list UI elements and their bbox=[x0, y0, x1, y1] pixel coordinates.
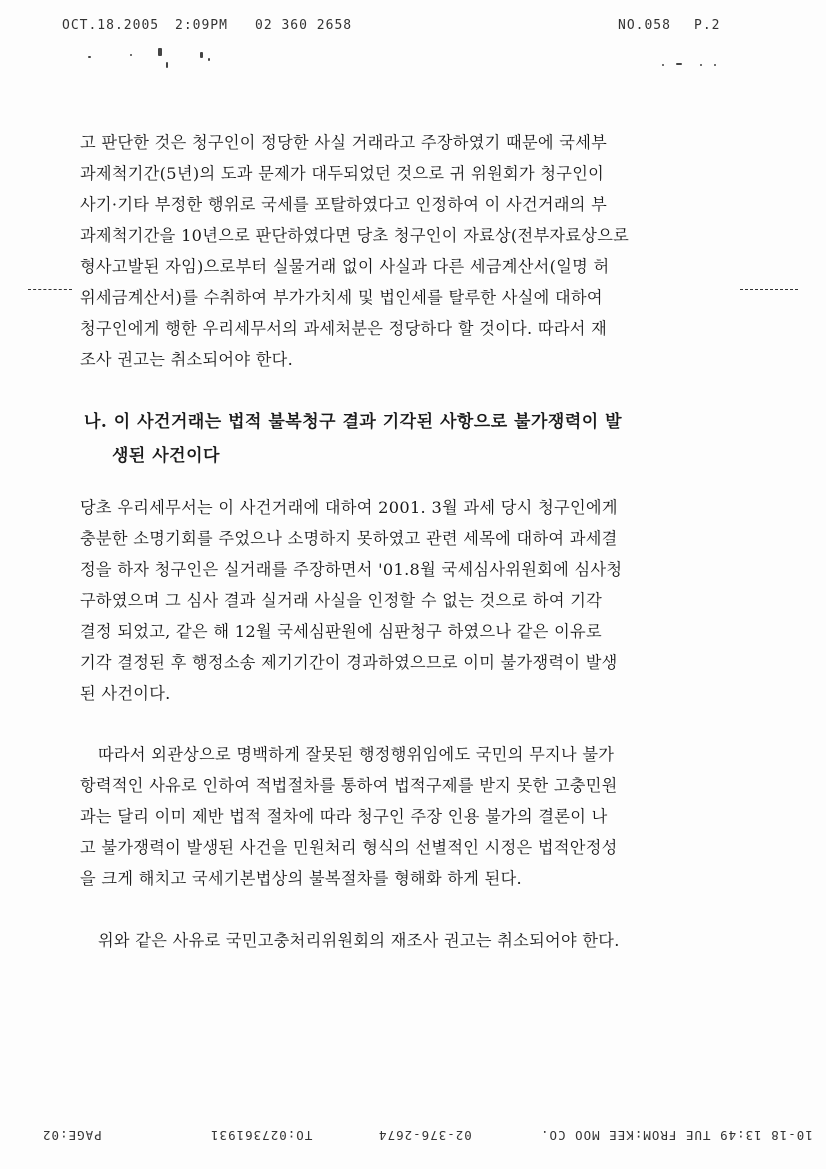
paragraph-2 bbox=[80, 492, 740, 709]
scan-speck bbox=[158, 48, 162, 56]
paragraph-1 bbox=[80, 127, 740, 375]
scan-speck bbox=[200, 52, 203, 58]
paragraph-4 bbox=[80, 925, 740, 956]
text-line: 구하였으며 그 심사 결과 실거래 사실을 인정할 수 없는 것으로 하여 기각 bbox=[80, 591, 603, 610]
scan-speck bbox=[714, 64, 716, 66]
text-line: 과제척기간(5년)의 도과 문제가 대두되었던 것으로 귀 위원회가 청구인이 bbox=[80, 164, 605, 183]
text-line: 을 크게 해치고 국세기본법상의 불복절차를 형해화 하게 된다. bbox=[80, 869, 522, 888]
scan-speck bbox=[208, 58, 210, 61]
fax-header bbox=[0, 18, 826, 38]
heading-line: 나. 이 사건거래는 법적 불복청구 결과 기각된 사항으로 불가쟁력이 발 bbox=[84, 412, 622, 432]
text-line: 따라서 외관상으로 명백하게 잘못된 행정행위임에도 국민의 무지나 불가 bbox=[98, 745, 615, 764]
footer-from: 10-18 13:49 TUE FROM:KEE MOO CO. bbox=[540, 1128, 813, 1143]
text-line: 된 사건이다. bbox=[80, 684, 171, 703]
text-line: 결정 되었고, 같은 해 12월 국세심판원에 심판청구 하였으나 같은 이유로 bbox=[80, 622, 602, 641]
footer-phone: 02-376-2674 bbox=[378, 1128, 472, 1143]
heading-line: 생된 사건이다 bbox=[112, 446, 220, 466]
text-line: 기각 결정된 후 행정소송 제기기간이 경과하였으므로 이미 불가쟁력이 발생 bbox=[80, 653, 618, 672]
text-line: 위세금계산서)를 수취하여 부가가치세 및 법인세를 탈루한 사실에 대하여 bbox=[80, 288, 603, 307]
fax-date: OCT.18.2005 bbox=[62, 18, 160, 33]
text-line: 충분한 소명기회를 주었으나 소명하지 못하였고 관련 세목에 대하여 과세결 bbox=[80, 529, 618, 548]
fax-footer bbox=[0, 1128, 826, 1148]
section-heading bbox=[84, 405, 744, 473]
fax-page: P.2 bbox=[694, 18, 721, 33]
text-line: 사기·기타 부정한 행위로 국세를 포탈하였다고 인정하여 이 사건거래의 부 bbox=[80, 195, 608, 214]
text-line: 과는 달리 이미 제반 법적 절차에 따라 청구인 주장 인용 불가의 결론이 나 bbox=[80, 807, 608, 826]
text-line: 고 판단한 것은 청구인이 정당한 사실 거래라고 주장하였기 때문에 국세부 bbox=[80, 133, 608, 152]
text-line: 과제척기간을 10년으로 판단하였다면 당초 청구인이 자료상(전부자료상으로 bbox=[80, 226, 630, 245]
scan-speck bbox=[130, 54, 132, 56]
text-line: 조사 권고는 취소되어야 한다. bbox=[80, 350, 294, 369]
footer-to: TO:027361931 bbox=[210, 1128, 313, 1143]
fax-number: NO.058 bbox=[618, 18, 671, 33]
scan-speck bbox=[166, 62, 168, 68]
scan-speck bbox=[662, 64, 664, 66]
text-line: 정을 하자 청구인은 실거래를 주장하면서 '01.8월 국세심사위원회에 심사청 bbox=[80, 560, 623, 579]
text-line: 당초 우리세무서는 이 사건거래에 대하여 2001. 3월 과세 당시 청구인에게 bbox=[80, 498, 618, 517]
fold-mark-right bbox=[740, 289, 798, 290]
scan-speck bbox=[88, 56, 91, 58]
text-line: 청구인에게 행한 우리세무서의 과세처분은 정당하다 할 것이다. 따라서 재 bbox=[80, 319, 608, 338]
footer-page: PAGE:02 bbox=[42, 1128, 102, 1143]
paragraph-3 bbox=[80, 739, 740, 894]
scan-speck bbox=[676, 63, 682, 65]
scan-speck bbox=[700, 64, 702, 66]
fax-time: 2:09PM bbox=[175, 18, 228, 33]
text-line: 고 불가쟁력이 발생된 사건을 민원처리 형식의 선별적인 시정은 법적안정성 bbox=[80, 838, 618, 857]
text-line: 형사고발된 자임)으로부터 실물거래 없이 사실과 다른 세금계산서(일명 허 bbox=[80, 257, 610, 276]
fold-mark-left bbox=[28, 289, 72, 290]
text-line: 위와 같은 사유로 국민고충처리위원회의 재조사 권고는 취소되어야 한다. bbox=[98, 931, 620, 950]
fax-phone: 02 360 2658 bbox=[255, 18, 353, 33]
text-line: 항력적인 사유로 인하여 적법절차를 통하여 법적구제를 받지 못한 고충민원 bbox=[80, 776, 618, 795]
